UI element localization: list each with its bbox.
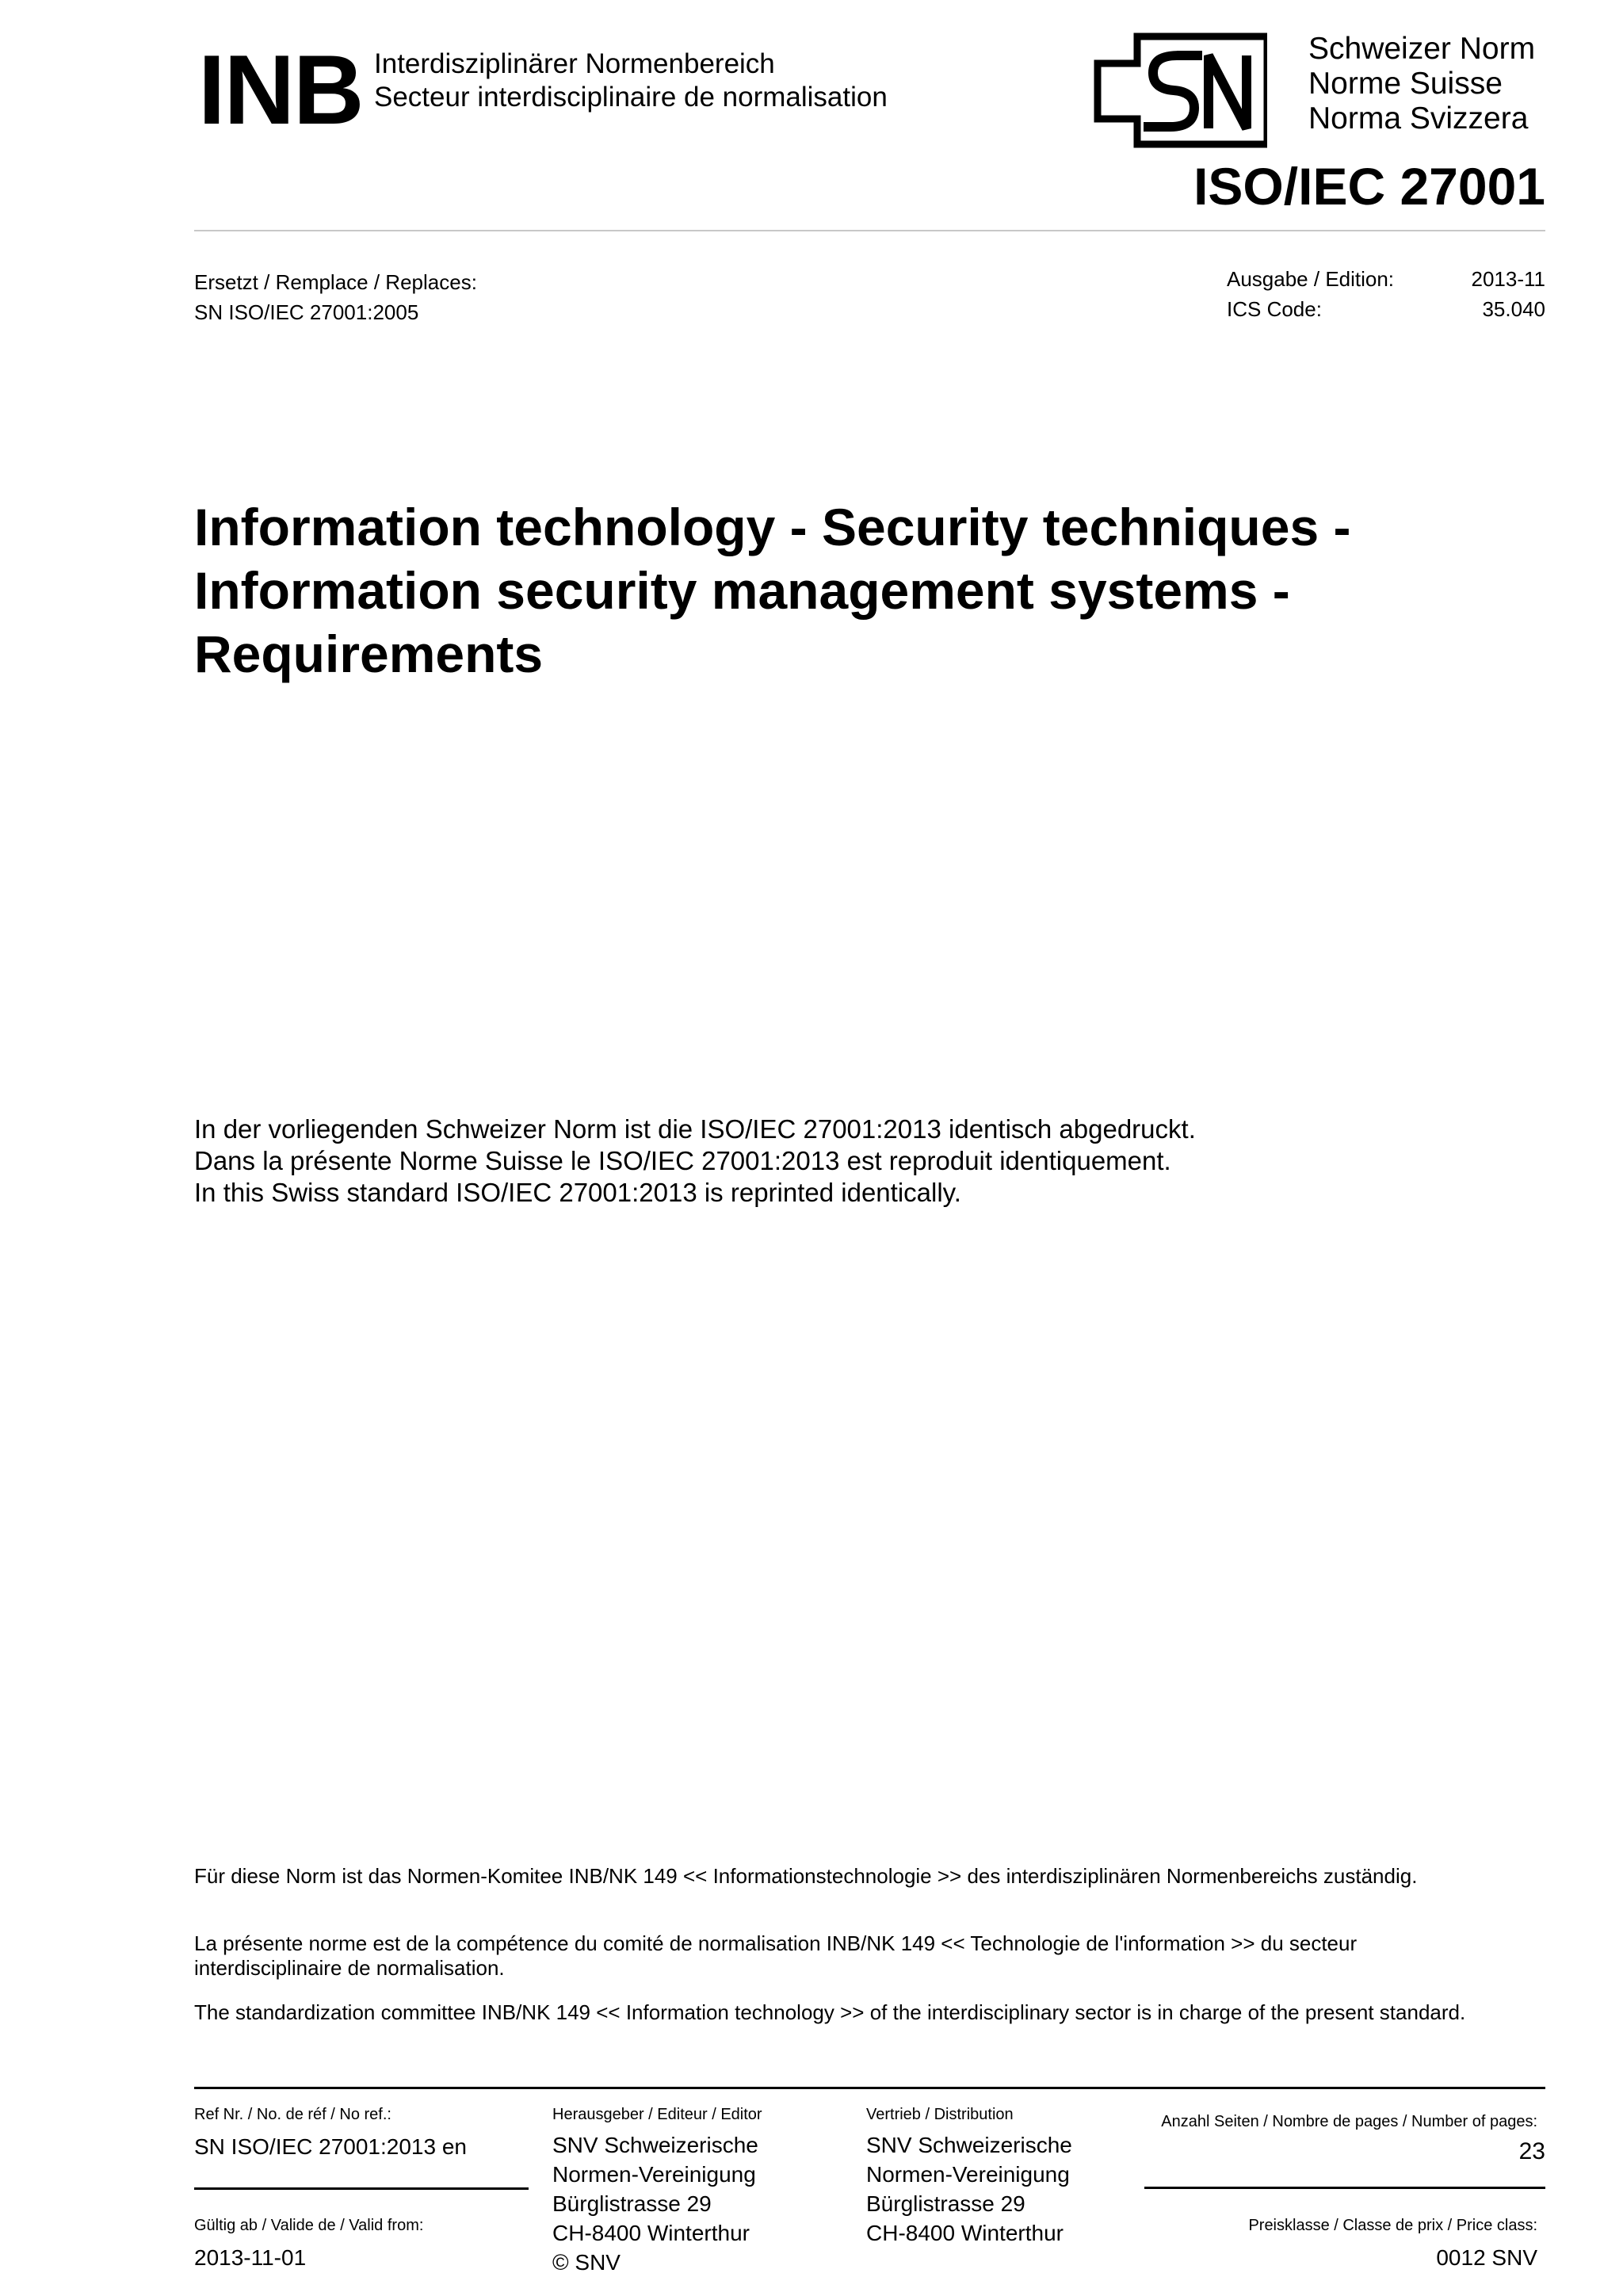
ics-value: 35.040 xyxy=(1482,297,1545,321)
edition-values xyxy=(1472,264,1546,324)
sn-name-de: Schweizer Norm xyxy=(1308,32,1536,66)
editor-copyright: © SNV xyxy=(552,2250,621,2275)
ics-label: ICS Code: xyxy=(1227,297,1322,321)
editor-label: Herausgeber / Editeur / Editor xyxy=(552,2106,762,2123)
reprint-note xyxy=(194,1114,1196,1209)
committee-note-de: Für diese Norm ist das Normen-Komitee INB/NK 149 << Informationstechnologie >> des interdisziplinären Normenbereichs zuständig. xyxy=(194,1864,1418,1888)
sn-names xyxy=(1308,32,1535,136)
pages-divider xyxy=(1144,2187,1545,2189)
pages-label: Anzahl Seiten / Nombre de pages / Number of pages: xyxy=(1161,2113,1537,2130)
editor-line-3: Bürglistrasse 29 xyxy=(552,2191,712,2216)
distribution-line-4: CH-8400 Winterthur xyxy=(866,2221,1064,2245)
editor-line-1: SNV Schweizerische xyxy=(552,2133,758,2157)
inb-org-names xyxy=(374,48,888,114)
reprint-note-fr: Dans la présente Norme Suisse le ISO/IEC 27001:2013 est reproduit identiquement. xyxy=(194,1146,1171,1175)
sn-name-fr: Norme Suisse xyxy=(1308,67,1503,101)
edition-label: Ausgabe / Edition: xyxy=(1227,267,1395,291)
editor-address xyxy=(552,2130,758,2277)
inb-org-name-fr: Secteur interdisciplinaire de normalisation xyxy=(374,82,888,113)
sn-logo xyxy=(1091,32,1267,151)
pages-value: 23 xyxy=(1518,2138,1545,2164)
inb-logo: INB xyxy=(198,36,363,145)
ref-value: SN ISO/IEC 27001:2013 en xyxy=(194,2134,467,2159)
footer-divider xyxy=(194,2087,1545,2089)
ref-divider xyxy=(194,2187,529,2190)
sn-name-it: Norma Svizzera xyxy=(1308,101,1529,136)
replaces-block xyxy=(194,267,477,327)
title-line-1: Information technology - Security techniques - xyxy=(194,498,1351,556)
replaces-value: SN ISO/IEC 27001:2005 xyxy=(194,300,419,324)
reprint-note-en: In this Swiss standard ISO/IEC 27001:2013 is reprinted identically. xyxy=(194,1178,961,1207)
edition-labels xyxy=(1227,264,1394,324)
committee-note-en: The standardization committee INB/NK 149 << Information technology >> of the interdisciplinary sector is in charge of the present standard. xyxy=(194,2000,1466,2024)
price-class-value: 0012 SNV xyxy=(1436,2245,1537,2270)
reprint-note-de: In der vorliegenden Schweizer Norm ist die ISO/IEC 27001:2013 identisch abgedruckt. xyxy=(194,1114,1196,1144)
edition-value: 2013-11 xyxy=(1471,267,1545,291)
distribution-line-3: Bürglistrasse 29 xyxy=(866,2191,1025,2216)
inb-org-name-de: Interdisziplinärer Normenbereich xyxy=(374,48,775,79)
distribution-line-2: Normen-Vereinigung xyxy=(866,2162,1070,2187)
ref-label: Ref Nr. / No. de réf / No ref.: xyxy=(194,2106,391,2123)
distribution-label: Vertrieb / Distribution xyxy=(866,2106,1014,2123)
editor-line-2: Normen-Vereinigung xyxy=(552,2162,756,2187)
title-line-3: Requirements xyxy=(194,625,544,683)
valid-from-label: Gültig ab / Valide de / Valid from: xyxy=(194,2217,424,2234)
distribution-line-1: SNV Schweizerische xyxy=(866,2133,1072,2157)
header-divider xyxy=(194,230,1545,231)
price-class-label: Preisklasse / Classe de prix / Price class: xyxy=(1248,2217,1537,2234)
committee-note-fr-line-2: interdisciplinaire de normalisation. xyxy=(194,1956,505,1980)
editor-line-4: CH-8400 Winterthur xyxy=(552,2221,750,2245)
distribution-address xyxy=(866,2130,1072,2248)
valid-from-value: 2013-11-01 xyxy=(194,2245,307,2270)
committee-note-fr-line-1: La présente norme est de la compétence du comité de normalisation INB/NK 149 << Technologie de l'information >> du secteur xyxy=(194,1931,1358,1955)
document-title xyxy=(194,495,1541,686)
standard-number: ISO/IEC 27001 xyxy=(1193,157,1545,216)
replaces-label: Ersetzt / Remplace / Replaces: xyxy=(194,270,477,294)
committee-note-fr xyxy=(194,1931,1545,1981)
title-line-2: Information security management systems - xyxy=(194,561,1290,620)
